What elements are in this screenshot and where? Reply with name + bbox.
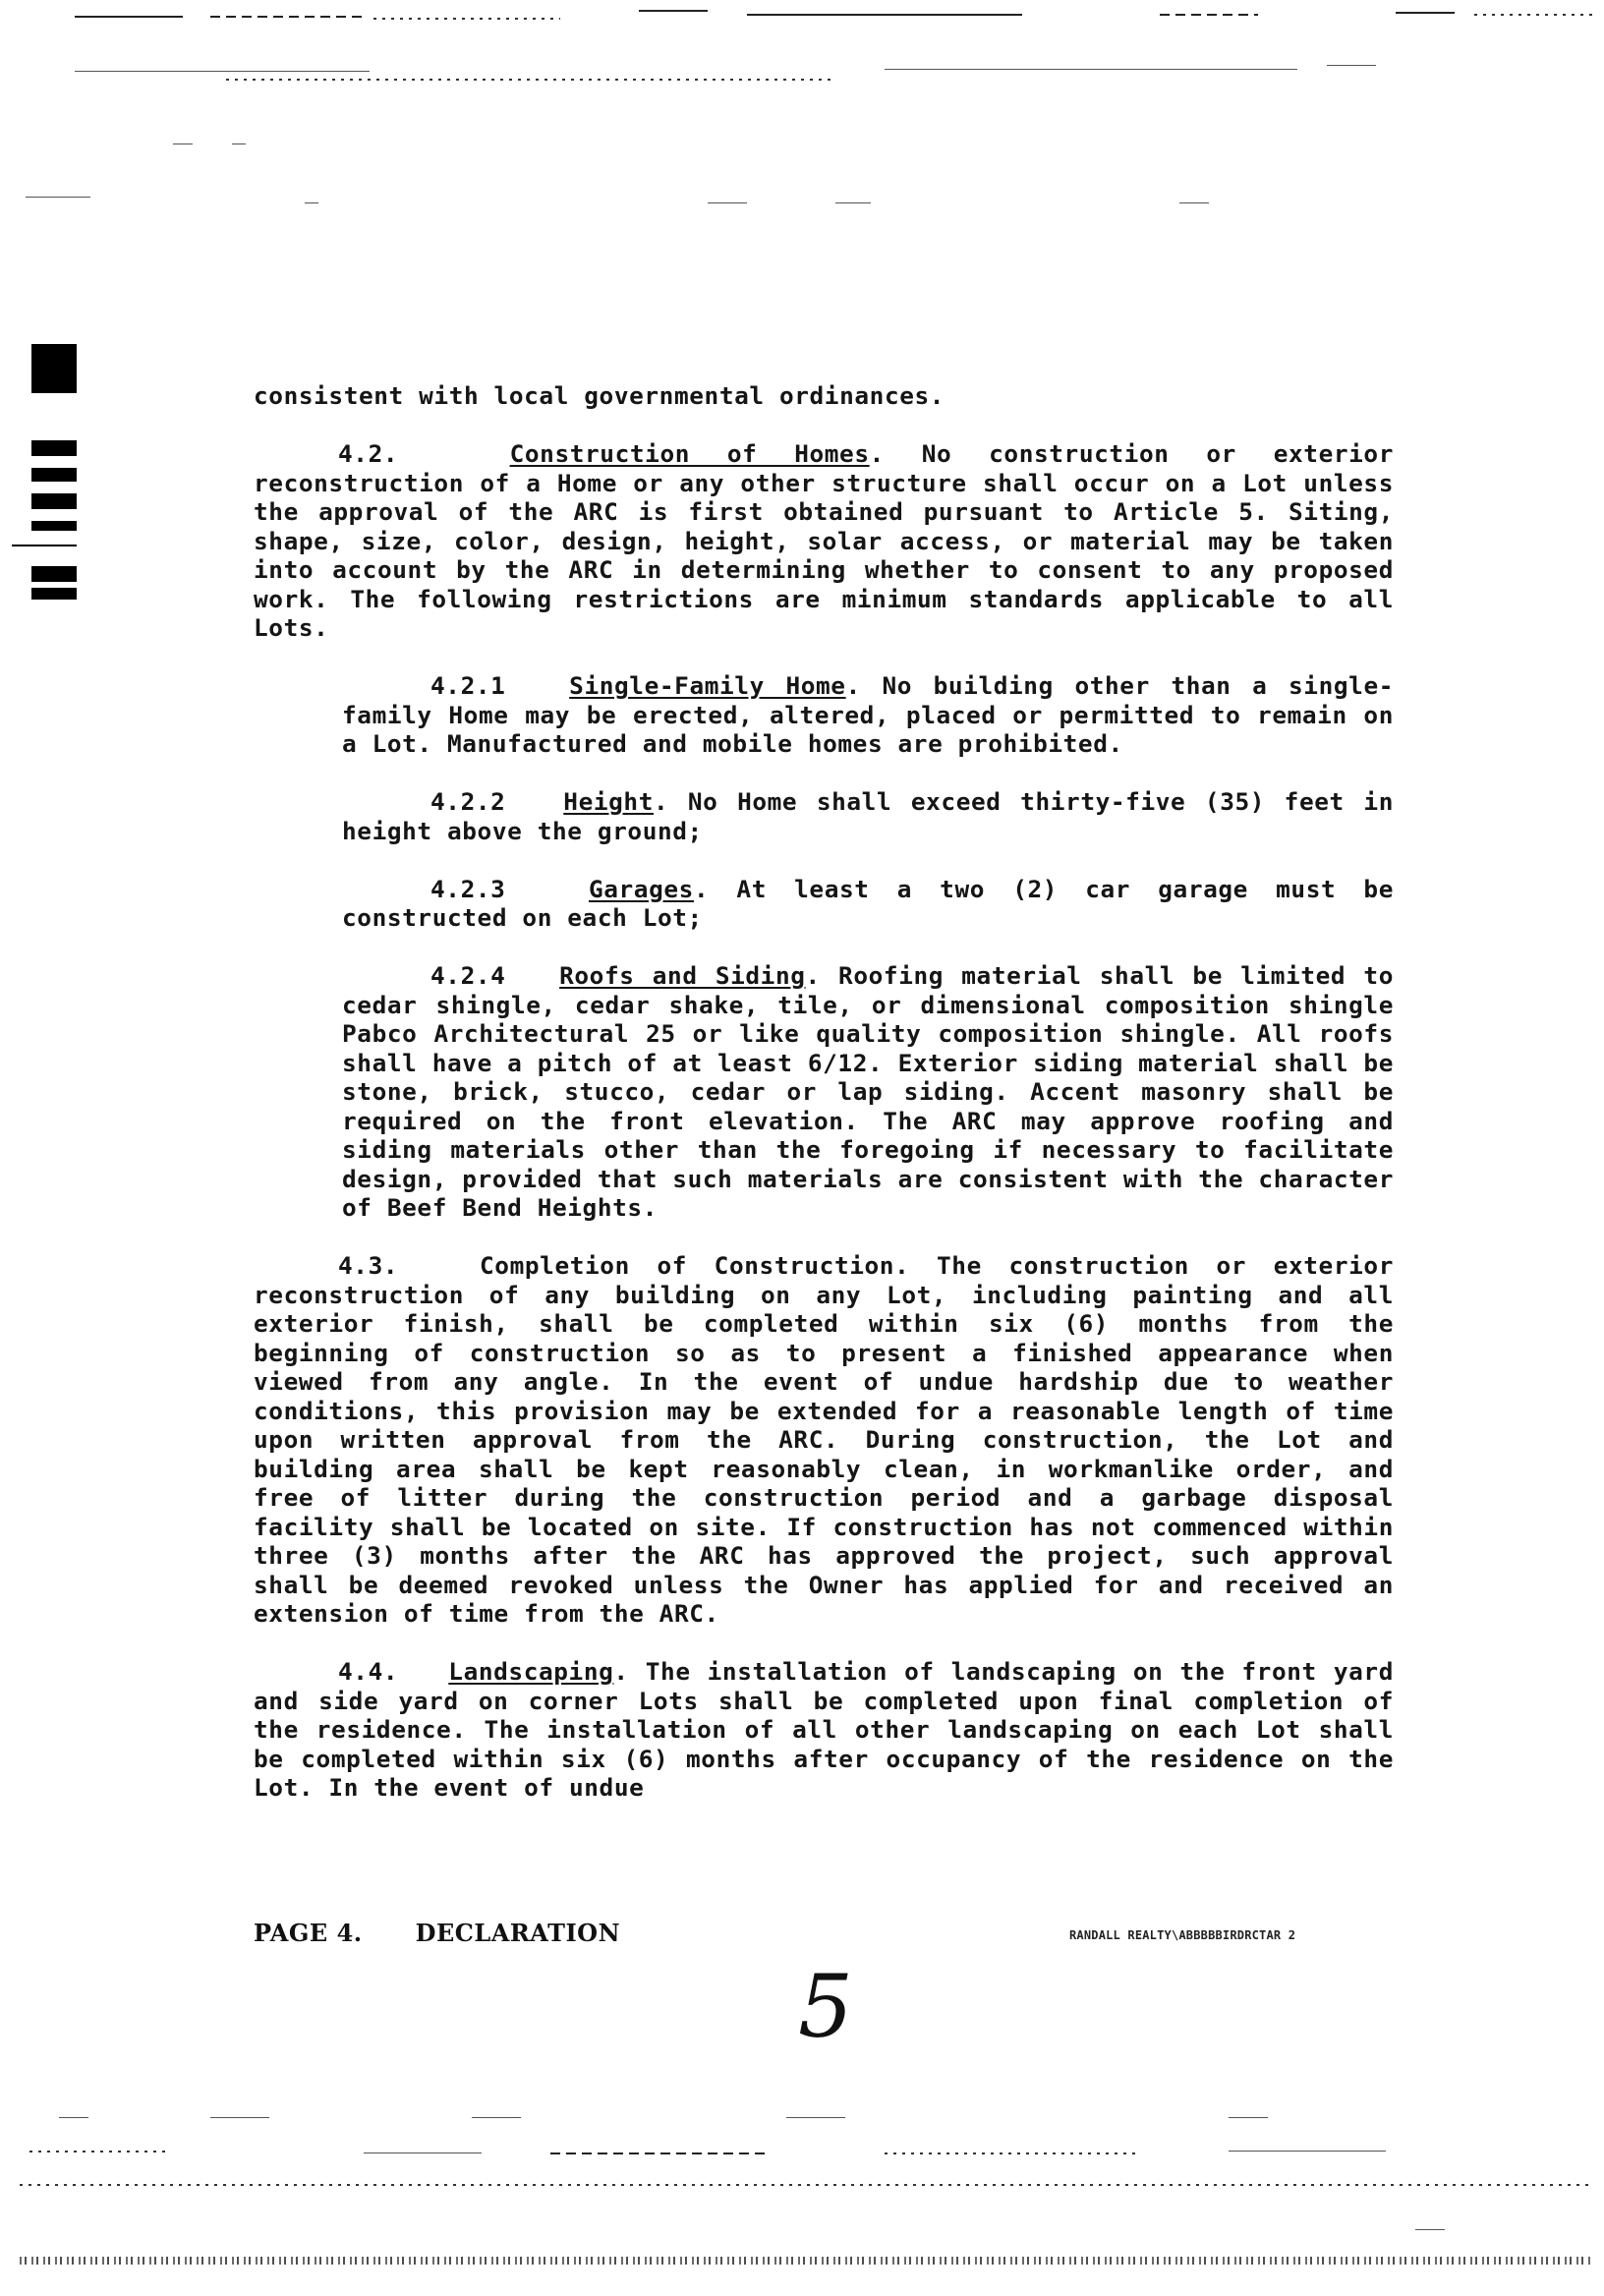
scan-noise-bottom — [20, 2184, 1592, 2186]
footer-doc-label: DECLARATION — [415, 1919, 621, 1947]
scan-noise-bottom — [550, 2152, 767, 2154]
carryover-line: consistent with local governmental ordinances. — [254, 381, 945, 410]
section-4-2-2 — [342, 787, 1394, 845]
scan-noise-top — [305, 202, 318, 203]
scan-noise-bottom — [885, 2152, 1140, 2154]
section-4-3 — [254, 1251, 1394, 1629]
scan-noise-bottom — [786, 2117, 845, 2118]
section-number: 4.2.1 — [430, 671, 506, 700]
scan-noise-top — [639, 10, 708, 12]
section-heading: Roofs and Siding — [559, 961, 806, 990]
margin-bar-mark — [31, 521, 77, 531]
document-body — [254, 381, 1394, 1831]
section-4-2-4 — [342, 961, 1394, 1223]
margin-bar-mark — [31, 493, 77, 509]
section-text: . The installation of landscaping on the front yard and side yard on corner Lots shall be completed upon final completion of the residence. The installation of all other landscaping on each Lot shall be completed within six (6) months after occupancy of the residence on the Lot. In the event of undue — [254, 1657, 1394, 1802]
section-heading: Single-Family Home — [569, 671, 846, 700]
scan-noise-top — [1396, 12, 1455, 14]
section-number: 4.2.4 — [430, 961, 506, 990]
margin-tab-mark — [31, 344, 77, 393]
scan-noise-bottom — [1229, 2117, 1268, 2118]
section-4-4 — [254, 1657, 1394, 1803]
section-heading: Garages — [588, 874, 694, 903]
scan-noise-bottom — [59, 2117, 88, 2118]
scan-noise-top — [26, 197, 90, 198]
scan-noise-bottom — [472, 2117, 521, 2118]
section-number: 4.2.3 — [430, 874, 506, 903]
footer-file-ref: RANDALL REALTY\ABBBBBIRDRCTAR 2 — [1069, 1928, 1296, 1942]
scan-noise-top — [1179, 202, 1209, 203]
scan-noise-top — [226, 79, 835, 81]
section-number: 4.2.2 — [430, 787, 506, 816]
scan-noise-bottom — [210, 2117, 269, 2118]
scan-noise-bottom — [1415, 2229, 1445, 2230]
section-heading: Completion of Construction. — [480, 1251, 910, 1280]
scan-noise-bottom — [364, 2152, 482, 2153]
margin-bar-mark — [12, 545, 77, 546]
section-text: . No construction or exterior reconstruction of a Home or any other structure shall occur on a Lot unless the approval of the ARC is first obtained pursuant to Article 5. Siting, shape, size, color, design, height, solar access, or material may be taken into account by the ARC in determining whether to consent to any proposed work. The following restrictions are minimum standards applicable to all Lots. — [254, 439, 1395, 642]
section-text: . No Home shall exceed thirty-five (35) feet in height above the ground; — [342, 787, 1394, 845]
scan-noise-top — [210, 16, 368, 18]
section-text: The construction or exterior reconstruction of any building on any Lot, including painting and all exterior finish, shall be completed within six (6) months from the beginning of construction so as to present a finished appearance when viewed from any angle. In the event of undue hardship due to weather conditions, this provision may be extended for a reasonable length of time upon written approval from the ARC. During construction, the Lot and building area shall be kept reasonably clean, in workmanlike order, and free of litter during the construction period and a garbage disposal facility shall be located on site. If construction has not commenced within three (3) months after the ARC has approved the project, such approval shall be deemed revoked unless the Owner has applied for and received an extension of time from the ARC. — [254, 1251, 1394, 1628]
scan-noise-top — [1160, 14, 1258, 16]
section-4-2-3 — [342, 875, 1394, 933]
section-heading: Construction of Homes — [509, 439, 870, 468]
handwritten-page-number: 5 — [798, 1956, 853, 2057]
section-text: . At least a two (2) car garage must be constructed on each Lot; — [342, 874, 1395, 932]
section-text: . Roofing material shall be limited to cedar shingle, cedar shake, tile, or dimensional composition shingle Pabco Architectural 25 or like quality composition shingle. All roofs shall have a pitch of at least 6/12. Exterior siding material shall be stone, brick, stucco, cedar or lap siding. Accent masonry shall be required on the front elevation. The ARC may approve roofing and siding materials other than the foregoing if necessary to facilitate design, provided that such materials are consistent with the character of Beef Bend Heights. — [342, 961, 1394, 1222]
scan-noise-top — [1327, 65, 1376, 66]
scan-noise-top — [75, 71, 370, 72]
margin-bar-mark — [31, 566, 77, 582]
scan-noise-top — [885, 69, 1297, 70]
scan-noise-bottom — [1229, 2151, 1386, 2152]
scan-noise-top — [708, 202, 747, 203]
scan-noise-bottom — [20, 2257, 1592, 2265]
footer-page-label: PAGE 4. — [254, 1919, 363, 1947]
scan-noise-top — [835, 202, 871, 203]
section-text: . No building other than a single-family Home may be erected, altered, placed or permitted to remain on a Lot. Manufactured and mobile homes are prohibited. — [342, 671, 1395, 758]
section-4-2 — [254, 439, 1394, 643]
section-number: 4.3. — [338, 1251, 399, 1280]
section-number: 4.4. — [338, 1657, 399, 1686]
margin-bar-mark — [31, 588, 77, 600]
margin-bar-mark — [31, 440, 77, 456]
scan-noise-bottom — [29, 2151, 167, 2152]
section-4-2-1 — [342, 671, 1394, 759]
section-heading: Landscaping — [448, 1657, 614, 1686]
scan-noise-top — [75, 16, 183, 18]
scan-noise-top — [1474, 14, 1592, 16]
section-number: 4.2. — [338, 439, 399, 468]
scan-noise-top — [747, 14, 1022, 16]
section-heading: Height — [563, 787, 654, 816]
scan-noise-top — [373, 18, 560, 20]
margin-bar-mark — [31, 468, 77, 482]
page-footer — [254, 1919, 620, 1947]
